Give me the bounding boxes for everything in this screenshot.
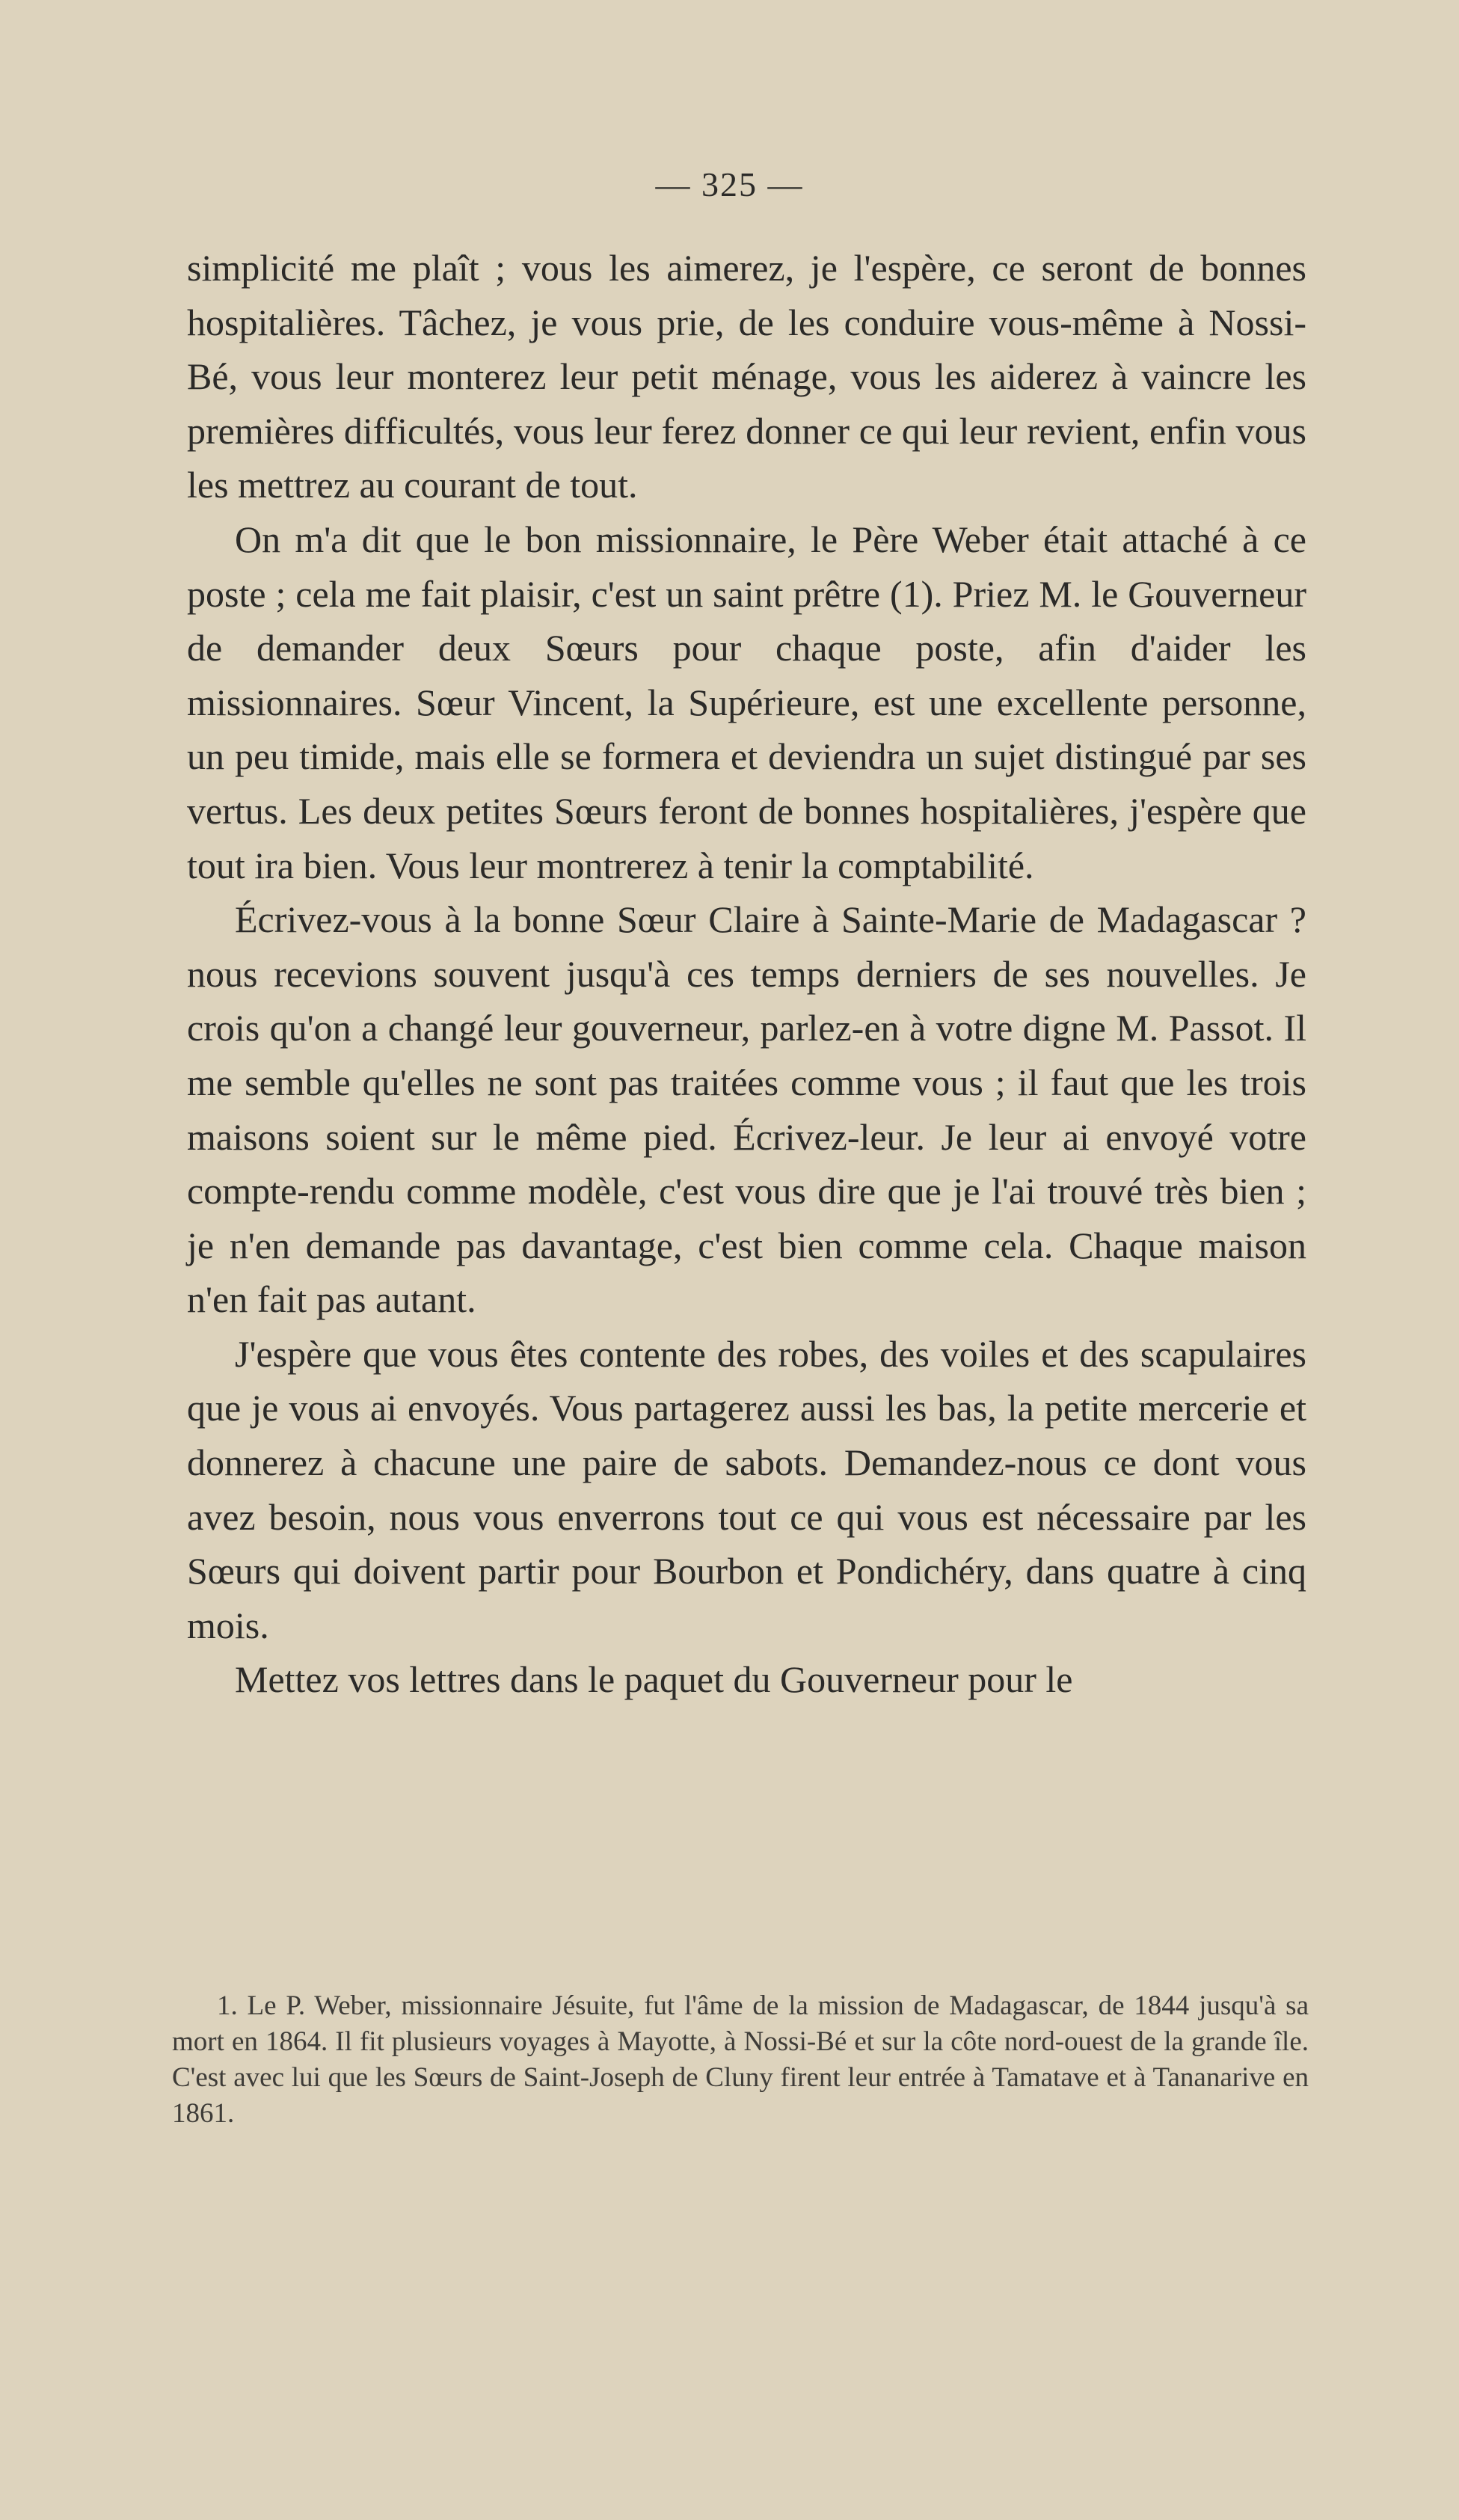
- footnote-text: 1. Le P. Weber, missionnaire Jésuite, fut l'âme de la mission de Madagascar, de 1844 jusqu'à sa mort en 1864. Il fit plusieurs voyages à Mayotte, à Nossi-Bé et sur la côte nord-ouest de la grande île. C'est avec lui que les Sœurs de Saint-Joseph de Cluny firent leur entrée à Tamatave et à Tananarive en 1861.: [172, 1990, 1309, 2129]
- paragraph-5: Mettez vos lettres dans le paquet du Gouverneur pour le: [235, 1658, 1073, 1701]
- page-number: — 325 —: [655, 165, 804, 203]
- paragraph-2: On m'a dit que le bon missionnaire, le Père Weber était attaché à ce poste ; cela me fait plaisir, c'est un saint prêtre (1). Priez M. le Gouverneur de demander deux Sœurs pour chaque poste, afin d'aider les missionnaires. Sœur Vincent, la Supérieure, est une excellente personne, un peu timide, mais elle se formera et deviendra un sujet distingué par ses vertus. Les deux petites Sœurs feront de bonnes hospitalières, j'espère que tout ira bien. Vous leur montrerez à tenir la comptabilité.: [187, 518, 1306, 886]
- body-text: [187, 241, 1306, 1707]
- footnote: [172, 1988, 1309, 2132]
- paragraph-1: simplicité me plaît ; vous les aimerez, je l'espère, ce seront de bonnes hospitalières. Tâchez, je vous prie, de les conduire vous-même à Nossi-Bé, vous leur monterez leur petit ménage, vous les aiderez à vaincre les premières difficultés, vous leur ferez donner ce qui leur revient, enfin vous les mettrez au courant de tout.: [187, 247, 1306, 506]
- paragraph-3: Écrivez-vous à la bonne Sœur Claire à Sainte-Marie de Madagascar ? nous recevions souvent jusqu'à ces temps derniers de ses nouvelles. Je crois qu'on a changé leur gouverneur, parlez-en à votre digne M. Passot. Il me semble qu'elles ne sont pas traitées comme vous ; il faut que les trois maisons soient sur le même pied. Écrivez-leur. Je leur ai envoyé votre compte-rendu comme modèle, c'est vous dire que je l'ai trouvé très bien ; je n'en demande pas davantage, c'est bien comme cela. Chaque maison n'en fait pas autant.: [187, 898, 1306, 1321]
- paragraph-4: J'espère que vous êtes contente des robes, des voiles et des scapulaires que je vous ai envoyés. Vous partagerez aussi les bas, la petite mercerie et donnerez à chacune une paire de sabots. Demandez-nous ce dont vous avez besoin, nous vous enverrons tout ce qui vous est nécessaire par les Sœurs qui doivent partir pour Bourbon et Pondichéry, dans quatre à cinq mois.: [187, 1332, 1306, 1646]
